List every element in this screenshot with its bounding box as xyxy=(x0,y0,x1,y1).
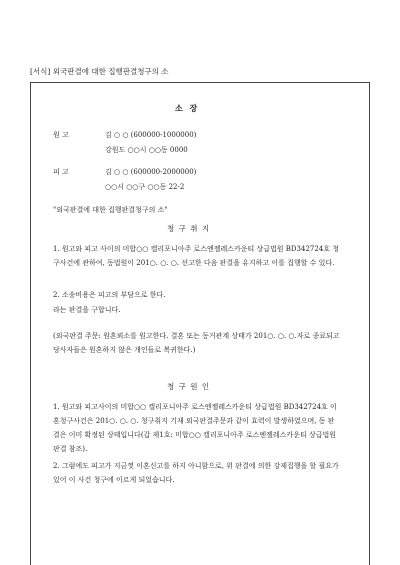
plaintiff-address: 강원도 ○○시 ○○동 0000 xyxy=(105,146,188,154)
claim-purpose-item-2: 2. 소송비용은 피고의 부담으로 한다. xyxy=(53,291,166,299)
defendant-label: 피 고 xyxy=(53,168,69,176)
plaintiff-label: 원 고 xyxy=(53,131,69,139)
case-name: "외국판결에 대한 집행판결청구의 소" xyxy=(53,206,168,214)
defendant-address: ○○시 ○○구 ○○동 22-2 xyxy=(105,183,185,191)
claim-reason-item-2: 2. 그럼에도 피고가 지금껏 이혼신고를 하지 아니함으로, 위 판결에 의한 강제집행을 할 필요가 있어 이 사건 청구에 이르게 되었습니다. xyxy=(53,462,339,484)
claim-reason-item-1: 1. 원고와 피고사이의 미합○○ 캘리포니아주 로스엔젤레스카운티 상급법원 BD342724호 이혼청구사건은 201○. ○. ○. 청구취지 기재 외국판결주문과 같이 효력이 발생하였으며, 동 판결은 이미 확정된 상태입니다(갑 제1호: 미합○○ 캘리포니아주 로스엔젤레스카운티 상급법원 판결 참조). xyxy=(53,403,337,453)
claim-purpose-item-1: 1. 원고와 피고 사이의 미합○○ 캘리포니아주 로스엔젤레스카운티 상급법원 BD342724호 청구사건에 관하여, 동법원이 201○. ○. ○. 선고한 다음 판결을 유지하고 이를 집행할 수 있다. xyxy=(53,245,340,267)
document-title: 소 장 xyxy=(175,103,200,113)
claim-reason-heading: 청 구 원 인 xyxy=(167,382,211,391)
claim-purpose-closing: 라는 판결을 구합니다. xyxy=(53,306,121,314)
complaint-document xyxy=(30,82,370,565)
defendant-name: 김 ○ ○ (600000-2000000) xyxy=(105,168,197,176)
form-header: [서식] 외국판결에 대한 집행판결청구의 소 xyxy=(30,67,169,76)
plaintiff-name: 김 ○ ○ (600000-1000000) xyxy=(105,131,197,139)
claim-purpose-heading: 청 구 취 지 xyxy=(167,224,211,233)
foreign-judgment-note: (외국판결 주문: 원혼뢰소를 원고한다. 결혼 또는 동거관계 상태가 201○. ○. ○.자로 종료되고 당사자들은 원혼하지 않은 개인들로 복귀한다.) xyxy=(53,332,340,354)
